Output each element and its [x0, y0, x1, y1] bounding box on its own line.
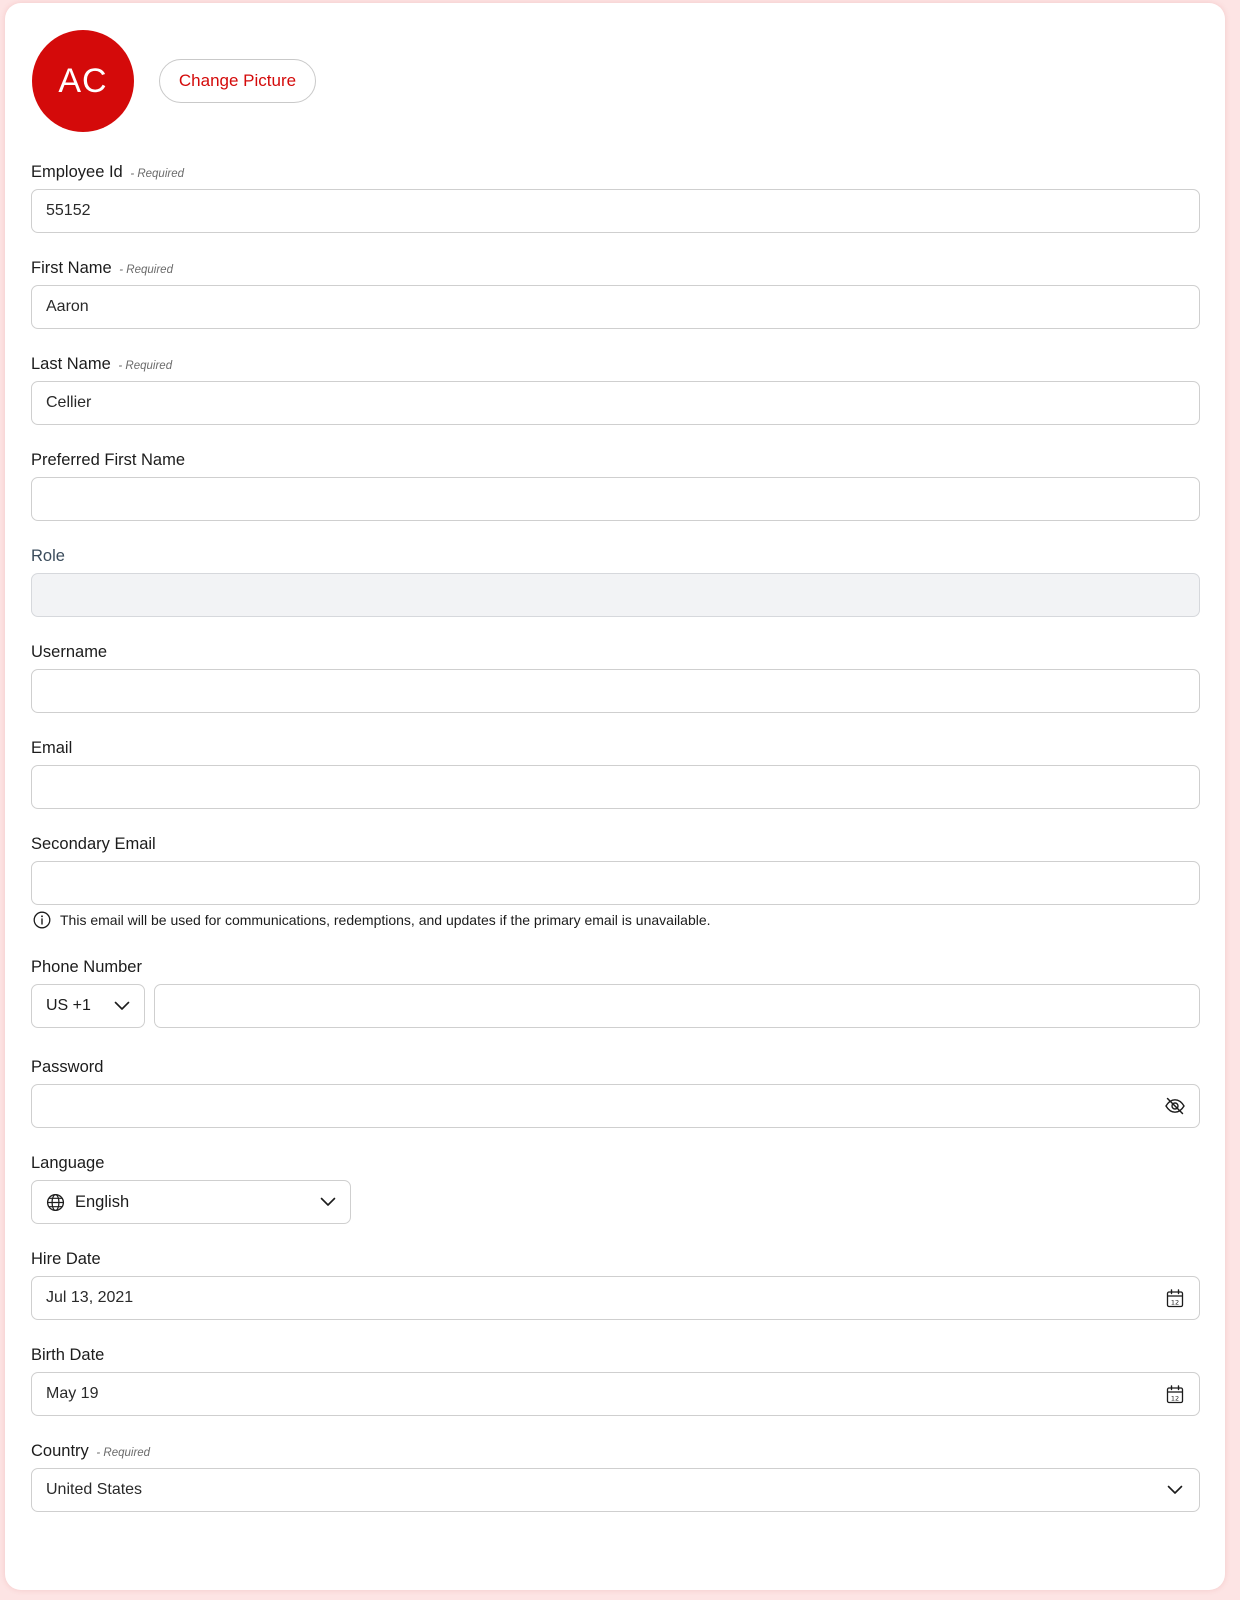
employee-id-input[interactable]: [31, 189, 1200, 233]
chevron-down-icon: [114, 1001, 130, 1011]
language-value: English: [75, 1192, 130, 1211]
country-select[interactable]: [31, 1468, 1200, 1512]
change-picture-button[interactable]: Change Picture: [159, 59, 316, 103]
last-name-field: [31, 353, 1200, 425]
required-tag: - Required: [96, 1447, 151, 1459]
country-code-value: US +1: [46, 997, 91, 1014]
birth-date-field: [31, 1344, 1200, 1416]
calendar-icon: [1166, 1289, 1184, 1308]
language-label: Language: [31, 1154, 105, 1172]
hire-date-picker-button[interactable]: [1163, 1286, 1187, 1310]
birth-date-label: Birth Date: [31, 1346, 105, 1364]
username-field: [31, 641, 1200, 713]
employee-id-label: Employee Id: [31, 163, 123, 181]
country-value: United States: [46, 1481, 143, 1498]
hire-date-value: Jul 13, 2021: [46, 1289, 134, 1306]
last-name-label: Last Name: [31, 355, 111, 373]
phone-number-label: Phone Number: [31, 958, 142, 976]
hire-date-field: [31, 1248, 1200, 1320]
first-name-value: Aaron: [46, 298, 89, 315]
secondary-email-input[interactable]: [31, 861, 1200, 905]
required-tag: - Required: [119, 264, 173, 276]
hire-date-label: Hire Date: [31, 1250, 101, 1268]
role-input: [31, 573, 1200, 617]
role-label: Role: [31, 547, 65, 565]
toggle-password-visibility[interactable]: [1163, 1094, 1187, 1118]
info-icon: [33, 911, 51, 929]
secondary-email-field: [31, 833, 1200, 929]
role-field: [31, 545, 1200, 617]
password-field: [31, 1056, 1200, 1128]
birth-date-picker-button[interactable]: [1163, 1382, 1187, 1406]
avatar: [32, 30, 134, 132]
calendar-icon: [1166, 1385, 1184, 1404]
employee-id-value: 55152: [46, 202, 91, 219]
secondary-email-label: Secondary Email: [31, 835, 156, 853]
eye-off-icon: [1164, 1097, 1186, 1115]
birth-date-input[interactable]: [31, 1372, 1200, 1416]
required-tag: - Required: [118, 360, 173, 372]
country-label: Country: [31, 1442, 89, 1460]
last-name-input[interactable]: [31, 381, 1200, 425]
first-name-input[interactable]: [31, 285, 1200, 329]
svg-text:12: 12: [1170, 1297, 1180, 1306]
password-label: Password: [31, 1058, 104, 1076]
country-field: [31, 1440, 1200, 1512]
username-input[interactable]: [31, 669, 1200, 713]
secondary-email-hint-text: This email will be used for communications, redemptions, and updates if the primary email is unavailable.: [60, 912, 711, 928]
preferred-first-name-input[interactable]: [31, 477, 1200, 521]
phone-number-input[interactable]: [154, 984, 1200, 1028]
username-label: Username: [31, 643, 108, 661]
last-name-value: Cellier: [46, 394, 92, 411]
preferred-first-name-field: [31, 449, 1200, 521]
password-input[interactable]: [31, 1084, 1200, 1128]
email-input[interactable]: [31, 765, 1200, 809]
required-tag: - Required: [130, 168, 185, 180]
language-select[interactable]: [31, 1180, 351, 1224]
profile-card: [5, 3, 1225, 1590]
hire-date-input[interactable]: [31, 1276, 1200, 1320]
avatar-initials: AC: [58, 61, 108, 100]
country-code-select[interactable]: [31, 984, 145, 1028]
email-field: [31, 737, 1200, 809]
email-label: Email: [31, 739, 73, 757]
secondary-email-hint: [31, 911, 1200, 929]
chevron-down-icon: [320, 1197, 336, 1207]
svg-text:12: 12: [1170, 1393, 1180, 1402]
chevron-down-icon: [1167, 1485, 1183, 1495]
first-name-label: First Name: [31, 259, 112, 277]
phone-number-field: [31, 956, 1200, 1028]
globe-icon: [46, 1193, 65, 1212]
first-name-field: [31, 257, 1200, 329]
preferred-first-name-label: Preferred First Name: [31, 451, 186, 469]
employee-id-field: [31, 161, 1200, 233]
birth-date-value: May 19: [46, 1385, 99, 1402]
language-field: [31, 1152, 1200, 1224]
